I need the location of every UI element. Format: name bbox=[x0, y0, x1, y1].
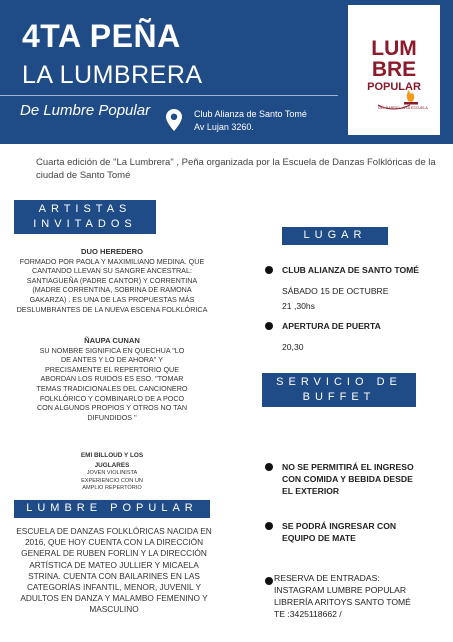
reserva-phone: TE :3425118662 / bbox=[274, 609, 342, 619]
artistas-heading-line2: INVITADOS bbox=[33, 218, 137, 230]
log-icon bbox=[404, 102, 418, 105]
bullet-icon bbox=[265, 522, 273, 530]
venue-address bbox=[194, 108, 307, 134]
artist-name: DUO HEREDERO bbox=[80, 247, 144, 256]
bullet-icon bbox=[265, 266, 273, 274]
reserva-libreria: LIBRERÍA ARITOYS SANTO TOMÉ bbox=[274, 597, 411, 607]
venue-name: Club Alianza de Santo Tomé bbox=[194, 109, 307, 119]
reserva-instagram: INSTAGRAM LUMBRE POPULAR bbox=[274, 585, 407, 595]
event-subtitle: LA LUMBRERA bbox=[22, 61, 203, 89]
bullet-icon bbox=[265, 577, 273, 585]
apertura-time: 20,30 bbox=[282, 342, 304, 352]
apertura-label: APERTURA DE PUERTA bbox=[282, 321, 381, 331]
buffet-heading-line2: BUFFET bbox=[302, 391, 376, 403]
buffet-heading-line1: SERVICIO DE bbox=[276, 376, 402, 388]
artistas-heading-line1: ARTISTAS bbox=[38, 203, 132, 215]
lugar-club: CLUB ALIANZA DE SANTO TOMÉ bbox=[282, 265, 420, 275]
artist-emi-billoud bbox=[12, 451, 212, 492]
logo-text-popular: POPULAR bbox=[367, 81, 421, 93]
reserva-label: RESERVA DE ENTRADAS: bbox=[274, 573, 380, 583]
lugar-date: SÁBADO 15 DE OCTUBRE bbox=[282, 286, 389, 296]
bullet-icon bbox=[265, 463, 273, 471]
venue-street: Av Lujan 3260. bbox=[194, 122, 254, 132]
logo-graphic bbox=[348, 5, 440, 135]
lumbre-popular-logo bbox=[348, 5, 440, 135]
logo-text-lum: LUM bbox=[371, 37, 417, 60]
logo-text-bre: BRE bbox=[371, 58, 417, 81]
artist-naupa-cunan bbox=[12, 336, 212, 422]
bullet-icon bbox=[265, 322, 273, 330]
logo-caption: DEL BARRIO · A LA ESCUELA bbox=[378, 106, 428, 110]
reserva-block bbox=[274, 572, 444, 620]
lumbre-popular-description: ESCUELA DE DANZAS FOLKLÓRICAS NACIDA EN 2016, QUE HOY CUENTA CON LA DIRECCIÓN GENERAL DE RUBEN FORLIN Y LA DIRECCIÓN ARTÍSTICA DE MATEO JULLIER Y MICAELA STRINA. CUENTA CON BAILARINES EN LAS CATEGORÍAS INFANTIL, MENOR, JUVENIL Y ADULTOS EN DANZA Y MALAMBO FEMENINO Y MASCULINO bbox=[16, 526, 212, 615]
lugar-heading: LUGAR bbox=[282, 227, 388, 245]
header-divider bbox=[0, 95, 338, 96]
artist-duo-heredero bbox=[12, 247, 212, 314]
artist-description: FORMADO POR PAOLA Y MAXIMILIANO MEDINA. QUE CANTANDO LLEVAN SU SANGRE ANCESTRAL: SANTIAGUEÑA (PADRE CANTOR) Y CORRENTINA (MADRE CORRENTINA, SOBRINA DE RAMONA GAKARZA) . ES UNA DE LAS PROPUESTAS MÁS DESLUMBRANTES DE LA NUEVA ESCENA FOLKLÓRICA bbox=[16, 256, 208, 314]
lumbre-popular-heading: LUMBRE POPULAR bbox=[14, 500, 210, 518]
artist-name: ÑAUPA CUNAN bbox=[84, 336, 140, 345]
buffet-rule-mate: SE PODRÁ INGRESAR CON EQUIPO DE MATE bbox=[282, 521, 397, 543]
artist-name-line2: JUGLARES bbox=[94, 461, 130, 469]
artist-description: JOVEN VIOLINISTA EXPERIENCIO CON UN AMPLIO REPERTORIO bbox=[81, 470, 143, 491]
artist-name-line1: EMI BILLOUD Y LOS bbox=[80, 452, 144, 459]
buffet-heading bbox=[262, 373, 416, 407]
event-title: 4TA PEÑA bbox=[22, 18, 181, 54]
artist-description: SU NOMBRE SIGNIFICA EN QUECHUA "LO DE ANTES Y LO DE AHORA" Y PRECISAMENTE EL REPERTORIO QUE ABORDAN LOS RUIDOS ES ESO. "TOMAR TEMAS TRADICIONALES DEL CANCIONERO FOLKLÓRICO Y COMBINARLO DE A POCO CON ALGUNOS PROPIOS Y OTROS NO TAN DIFUNDIDOS " bbox=[36, 345, 188, 422]
event-tagline: De Lumbre Popular bbox=[20, 102, 151, 119]
intro-paragraph: Cuarta edición de "La Lumbrera" , Peña organizada por la Escuela de Danzas Folklóricas de la ciudad de Santo Tomé bbox=[36, 157, 436, 181]
artistas-heading bbox=[14, 200, 156, 234]
map-pin-icon bbox=[166, 109, 182, 131]
buffet-rule-food: NO SE PERMITIRÁ EL INGRESO CON COMIDA Y BEBIDA DESDE EL EXTERIOR bbox=[282, 462, 414, 496]
lugar-time: 21 ,30hs bbox=[282, 301, 315, 311]
